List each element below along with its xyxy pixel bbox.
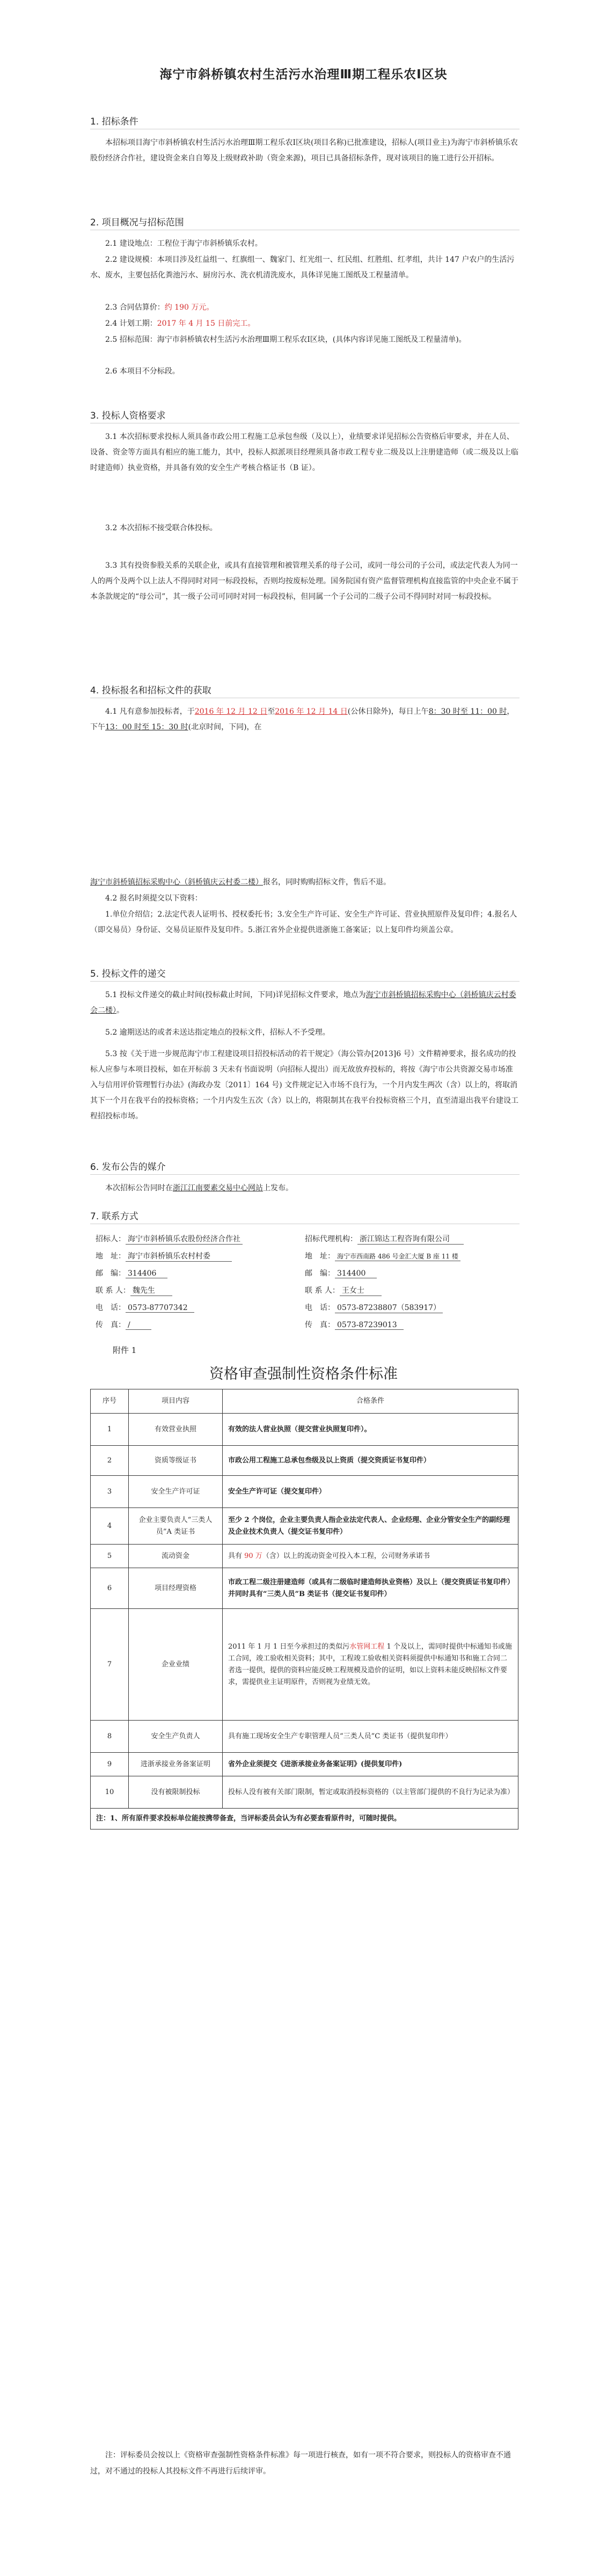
date-start: 2016 年 12 月 12 日 (194, 707, 268, 716)
row-number: 10 (91, 1776, 129, 1809)
table-body (91, 1414, 518, 1829)
tenderer-fax-row: 传 真： / (96, 1319, 151, 1330)
section-4-heading: 4. 投标报名和招标文件的获取 (90, 685, 211, 696)
agent-zip: 314400 (335, 1269, 377, 1278)
row-item: 流动资金 (129, 1545, 223, 1568)
row-item: 没有被限制投标 (129, 1776, 223, 1809)
section-3-item-1: 3.1 本次招标要求投标人须具备市政公用工程施工总承包叁级（及以上），业绩要求详见招标公告资格后审要求，并在人员、设备、资金等方面具有相应的施工能力，其中，投标人拟派项目经理须具备市政工程专业二级及以上注册建造师（或二级及以上临时建造师）执业资格，并具备有效的安全生产考核合格证书（B 证）。 (90, 433, 518, 472)
requirements-table (90, 1389, 518, 1829)
tenderer-zip: 314406 (126, 1269, 167, 1278)
section-2-item-6: 2.6 本项目不分标段。 (105, 367, 180, 376)
annex-title: 资格审查强制性资格条件标准 (209, 1366, 398, 1382)
row-number: 8 (91, 1721, 129, 1753)
tenderer-address: 海宁市斜桥镇乐农村村委 (126, 1250, 232, 1262)
agent-zip-row: 邮 编： 314400 (305, 1268, 377, 1278)
row-condition: 省外企业须提交《进浙承接业务备案证明》(提供复印件) (223, 1753, 518, 1776)
submission-place: 海宁市斜桥镇招标采购中心（斜桥镇庆云村委会二楼） (90, 991, 516, 1015)
contract-price-label: 2.3 合同估算价： (105, 303, 165, 312)
section-5-heading: 5. 投标文件的递交 (90, 969, 166, 979)
section-3-heading: 3. 投标人资格要求 (90, 411, 166, 421)
agent-fax: 0573-87239013 (335, 1321, 404, 1330)
section-4-item-2: 4.2 报名时须提交以下资料： (105, 894, 202, 903)
agent-row: 招标代理机构： 浙江锦达工程咨询有限公司 (305, 1233, 464, 1245)
section-2-item-2: 2.2 建设规模：本项目涉及红益组一、红旗组一、魏家门、红光组一、红民组、红胜组、红孝组，共计 147 户农户的生活污水、废水，主要包括化粪池污水、厨房污水、洗衣机清洗废水，具体详见施工图纸及工程量清单。 (90, 255, 515, 280)
section-5-item-2: 5.2 逾期送达的或者未送达指定地点的投标文件，招标人不予受理。 (105, 1028, 330, 1037)
agent-address-row: 地 址： 海宁市西南路 486 号金汇大厦 B 座 11 楼 (305, 1250, 460, 1261)
afternoon-hours: 13：00 时至 15：30 时 (105, 723, 188, 731)
agent-tel-row: 电 话： 0573-87238807（583917） (305, 1302, 443, 1313)
row-condition: 2011 年 1 月 1 日至今承担过的类似污水管网工程 1 个及以上，需同时提供中标通知书或施工合同，竣工验收相关资料；其中，工程竣工验收相关资料须提供中标通知书和施工合同二者选一提供，提供的资料应能反映工程规模及造价的证明，如以上资料未能反映招标文件要求，需提供业主证明原件，否则视为业绩无效。 (223, 1609, 518, 1721)
section-1-heading: 1. 招标条件 (90, 116, 138, 127)
row-item: 安全生产许可证 (129, 1476, 223, 1508)
section-divider (90, 981, 520, 982)
section-6-text: 本次招标公告同时在浙江江南要素交易中心网站上发布。 (105, 1184, 293, 1192)
agent-address: 海宁市西南路 486 号金汇大厦 B 座 11 楼 (335, 1252, 460, 1261)
table-row (91, 1508, 518, 1545)
table-row (91, 1545, 518, 1568)
section-4-item-1-cont: 海宁市斜桥镇招标采购中心（斜桥镇庆云村委二楼）报名，同时购购招标文件，售后不退。 (90, 878, 391, 887)
table-row (91, 1414, 518, 1446)
section-5-item-3: 5.3 按《关于进一步规范海宁市工程建设项目招投标活动的若干规定》（海公管办[2013]6 号）文件精神要求，报名成功的投标人应参与本项目投标，如在开标前 3 天未有书面说明（向招标人提出）而无故放弃投标的，将按《海宁市公共资源交易市场准入与信用评价管理暂行办法》(海政办发〔2011〕164 号) 文件规定记入市场不良行为，一个月内发生两次（含）以上的，将取消其下一个月在我平台的投标资格；一个月内发生五次（含）以上的，将限制其在我平台投标资格三个月，直至清退出我平台建设工程招投标市场。 (90, 1050, 518, 1121)
row-item: 进浙承接业务备案证明 (129, 1753, 223, 1776)
agent-contact: 王女士 (340, 1285, 382, 1296)
tenderer-zip-row: 邮 编： 314406 (96, 1268, 167, 1278)
section-4-item-1: 4.1 凡有意参加投标者，于2016 年 12 月 12 日至2016 年 12 月 14 日(公休日除外)，每日上午8：30 时至 11：00 时，下午13：00 时至 15：30 时(北京时间，下同)，在 (90, 707, 515, 731)
section-2-item-1: 2.1 建设地点：工程位于海宁市斜桥镇乐农村。 (105, 239, 262, 248)
header-item: 项目内容 (129, 1389, 223, 1414)
table-row (91, 1609, 518, 1721)
row-item: 资质等级证书 (129, 1446, 223, 1476)
section-5-item-1: 5.1 投标文件递交的截止时间(投标截止时间，下同)详见招标文件要求，地点为海宁市斜桥镇招标采购中心（斜桥镇庆云村委会二楼）。 (90, 991, 516, 1015)
highlight-text: 水管网工程 (349, 1642, 385, 1651)
row-condition: 市政公用工程施工总承包叁级及以上资质（提交资质证书复印件） (223, 1446, 518, 1476)
contract-price-value: 约 190 万元。 (164, 303, 214, 312)
table-row (91, 1568, 518, 1609)
table-note-row (91, 1809, 518, 1829)
row-condition: 具有 90 万（含）以上的流动资金可投入本工程，公司财务承诺书 (223, 1545, 518, 1568)
section-1-text: 本招标项目海宁市斜桥镇农村生活污水治理Ⅲ期工程乐农Ⅰ区块(项目名称)已批准建设，招标人(项目业主)为海宁市斜桥镇乐农股份经济合作社，建设资金来自自筹及上级财政补助（资金来源)，项目已具备招标条件，现对该项目的施工进行公开招标。 (90, 138, 518, 163)
row-condition: 有效的法人营业执照（提交营业执照复印件）。 (223, 1414, 518, 1446)
tenderer-address-row: 地 址： 海宁市斜桥镇乐农村村委 (96, 1250, 232, 1262)
section-3-item-2: 3.2 本次招标不接受联合体投标。 (105, 524, 217, 532)
row-item: 企业业绩 (129, 1609, 223, 1721)
row-number: 2 (91, 1446, 129, 1476)
agent-contact-row: 联 系 人： 王女士 (305, 1285, 382, 1296)
row-item: 企业主要负责人“三类人员”A 类证书 (129, 1508, 223, 1545)
table-note: 注：1、所有原件要求投标单位能按携带备查，当评标委员会认为有必要查看原件时，可随时提供。 (91, 1809, 518, 1829)
section-7-heading: 7. 联系方式 (90, 1211, 138, 1222)
section-2-item-5: 2.5 招标范围：海宁市斜桥镇农村生活污水治理Ⅲ期工程乐农Ⅰ区块，(具体内容详见施工图纸及工程量清单)。 (105, 335, 466, 344)
highlight-text: 90 万 (244, 1552, 262, 1560)
row-condition: 至少 2 个岗位，企业主要负责人指企业法定代表人、企业经理、企业分管安全生产的副经理及企业技术负责人（提交证书复印件） (223, 1508, 518, 1545)
tenderer-row: 招标人： 海宁市斜桥镇乐农股份经济合作社 (96, 1233, 243, 1245)
section-2-heading: 2. 项目概况与招标范围 (90, 217, 184, 228)
publication-site: 浙江江南要素交易中心网站 (173, 1184, 263, 1192)
registration-place: 海宁市斜桥镇招标采购中心（斜桥镇庆云村委二楼） (90, 878, 263, 887)
row-item: 有效营业执照 (129, 1414, 223, 1446)
section-3-item-3: 3.3 其有投资参股关系的关联企业，或具有直接管理和被管理关系的母子公司，或同一母公司的子公司，或法定代表人为同一人的两个及两个以上法人不得同时对同一标段投标，否则均按废标处理。国务院国有资产监督管理机构直接监管的中央企业不属于本条款规定的“母公司”，其一级子公司可同时对同一标段投标，但同属一个子公司的二级子公司不得同时对同一标段投标。 (90, 561, 518, 601)
date-end: 2016 年 12 月 14 日 (275, 707, 348, 716)
section-4-item-3: 1.单位介绍信；2.法定代表人证明书、授权委托书；3.安全生产许可证、安全生产许可证、营业执照原件及复印件；4.报名人（即交易员）身份证、交易员证原件及复印件。5.浙江省外企业提供进浙施工备案证；以上复印件均须盖公章。 (90, 910, 517, 934)
header-condition: 合格条件 (223, 1389, 518, 1414)
row-number: 5 (91, 1545, 129, 1568)
row-item: 安全生产负责人 (129, 1721, 223, 1753)
row-number: 3 (91, 1476, 129, 1508)
row-condition: 市政工程二级注册建造师（或具有二级临时建造师执业资格）及以上（提交资质证书复印件）并同时具有“三类人员”B 类证书（提交证书复印件） (223, 1568, 518, 1609)
section-2-item-4 (90, 316, 520, 332)
table-row (91, 1753, 518, 1776)
row-condition: 投标人没有被有关部门限制，暂定或取消投标资格的（以主管部门提供的不良行为记录为准） (223, 1776, 518, 1809)
table-row (91, 1476, 518, 1508)
table-row (91, 1776, 518, 1809)
table-row (91, 1721, 518, 1753)
row-item: 项目经理资格 (129, 1568, 223, 1609)
tenderer-name: 海宁市斜桥镇乐农股份经济合作社 (126, 1233, 243, 1245)
tenderer-tel-row: 电 话： 0573-87707342 (96, 1302, 194, 1313)
row-number: 9 (91, 1753, 129, 1776)
row-number: 7 (91, 1609, 129, 1721)
row-condition: 安全生产许可证（提交复印件） (223, 1476, 518, 1508)
tenderer-fax: / (126, 1321, 151, 1330)
section-6-heading: 6. 发布公告的媒介 (90, 1162, 166, 1173)
schedule-label: 2.4 计划工期： (105, 319, 157, 328)
agent-tel: 0573-87238807（583917） (335, 1302, 443, 1313)
tenderer-contact-row: 联 系 人： 魏先生 (96, 1285, 172, 1296)
schedule-value: 2017 年 4 月 15 日前完工。 (157, 319, 255, 328)
table-row (91, 1446, 518, 1476)
row-number: 4 (91, 1508, 129, 1545)
section-divider (90, 1174, 520, 1175)
morning-hours: 8：30 时至 11：00 时 (428, 707, 507, 716)
agent-name: 浙江锦达工程咨询有限公司 (357, 1233, 464, 1245)
table-header-row (91, 1389, 518, 1414)
footer-note: 注：评标委员会按以上《资格审查强制性资格条件标准》每一项进行核查，如有一项不符合要求，则投标人的资格审查不通过，对不通过的投标人其投标文件不再进行后续评审。 (90, 2451, 511, 2476)
header-no: 序号 (91, 1389, 129, 1414)
tenderer-tel: 0573-87707342 (126, 1304, 194, 1313)
row-condition: 具有施工现场安全生产专职管理人员“三类人员”C 类证书（提供复印件） (223, 1721, 518, 1753)
section-2-item-3 (90, 300, 520, 316)
agent-fax-row: 传 真： 0573-87239013 (305, 1319, 404, 1330)
row-number: 1 (91, 1414, 129, 1446)
row-number: 6 (91, 1568, 129, 1609)
tenderer-contact: 魏先生 (130, 1285, 172, 1296)
document-title: 海宁市斜桥镇农村生活污水治理Ⅲ期工程乐农Ⅰ区块 (159, 68, 448, 82)
annex-label: 附件 1 (113, 1345, 137, 1355)
